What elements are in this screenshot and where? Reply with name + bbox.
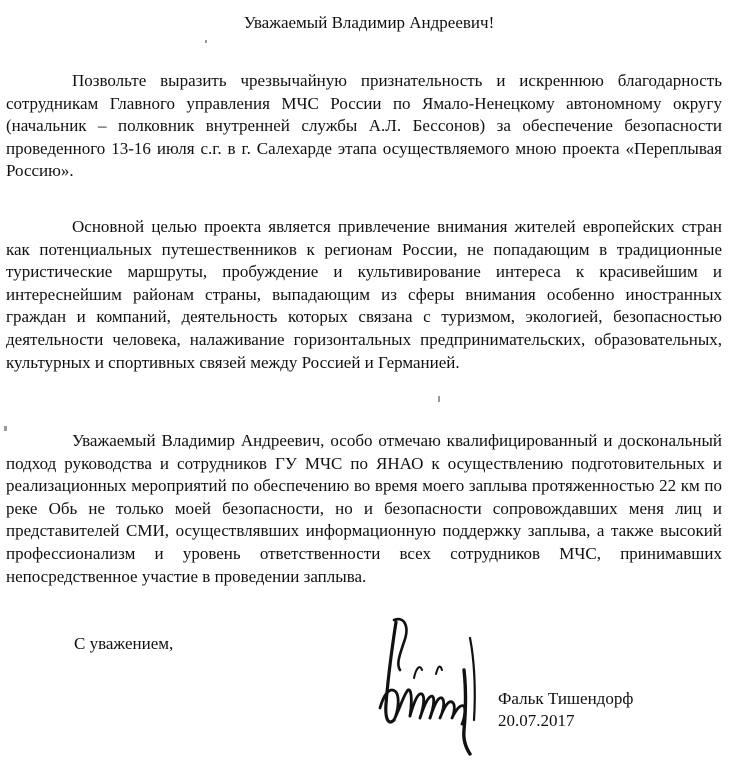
paragraph-acknowledgement: Уважаемый Владимир Андреевич, особо отмечаю квалифицированный и доскональный подход руководства и сотрудников ГУ МЧС по ЯНАО к осуществлению подготовительных и реализационных мероприятий по обеспечению во время моего заплыва протяженностью 22 км по реке Обь не только моей безопасности, но и безопасности сопровождавших меня лиц и представителей СМИ, осуществлявших информационную поддержку заплыва, а также высокий профессионализм и уровень ответственности всех сотрудников МЧС, принимавших непосредственное участие в проведении заплыва. xyxy=(6,431,722,586)
scan-speck xyxy=(438,396,440,402)
closing-phrase: С уважением, xyxy=(74,634,174,653)
handwritten-signature-icon xyxy=(370,608,500,758)
signature-date: 20.07.2017 xyxy=(498,711,575,730)
paragraph-gratitude: Позвольте выразить чрезвычайную признательность и искреннюю благодарность сотрудникам Главного управления МЧС России по Ямало-Ненецкому автономному округу (начальник – полковник внутренней службы А.Л. Бессонов) за обеспечение безопасности проведенного 13-16 июля с.г. в г. Салехарде этапа осуществляемого мною проекта «Переплывая Россию». xyxy=(6,71,722,181)
salutation: Уважаемый Владимир Андреевич! xyxy=(243,13,495,32)
scan-speck xyxy=(205,40,207,43)
paragraph-project-goal: Основной целью проекта является привлечение внимания жителей европейских стран как потенциальных путешественников к регионам России, не попадающим в традиционные туристические маршруты, пробуждение и культивирование интереса к красивейшим и интереснейшим районам страны, выпадающим из сферы внимания особенно иностранных граждан и компаний, деятельность которых связана с туризмом, экологией, безопасностью деятельности человека, налаживание горизонтальных предпринимательских, образовательных, культурных и спортивных связей между Россией и Германией. xyxy=(6,217,722,372)
scan-speck xyxy=(4,426,7,431)
signer-name: Фальк Тишендорф xyxy=(498,689,634,708)
